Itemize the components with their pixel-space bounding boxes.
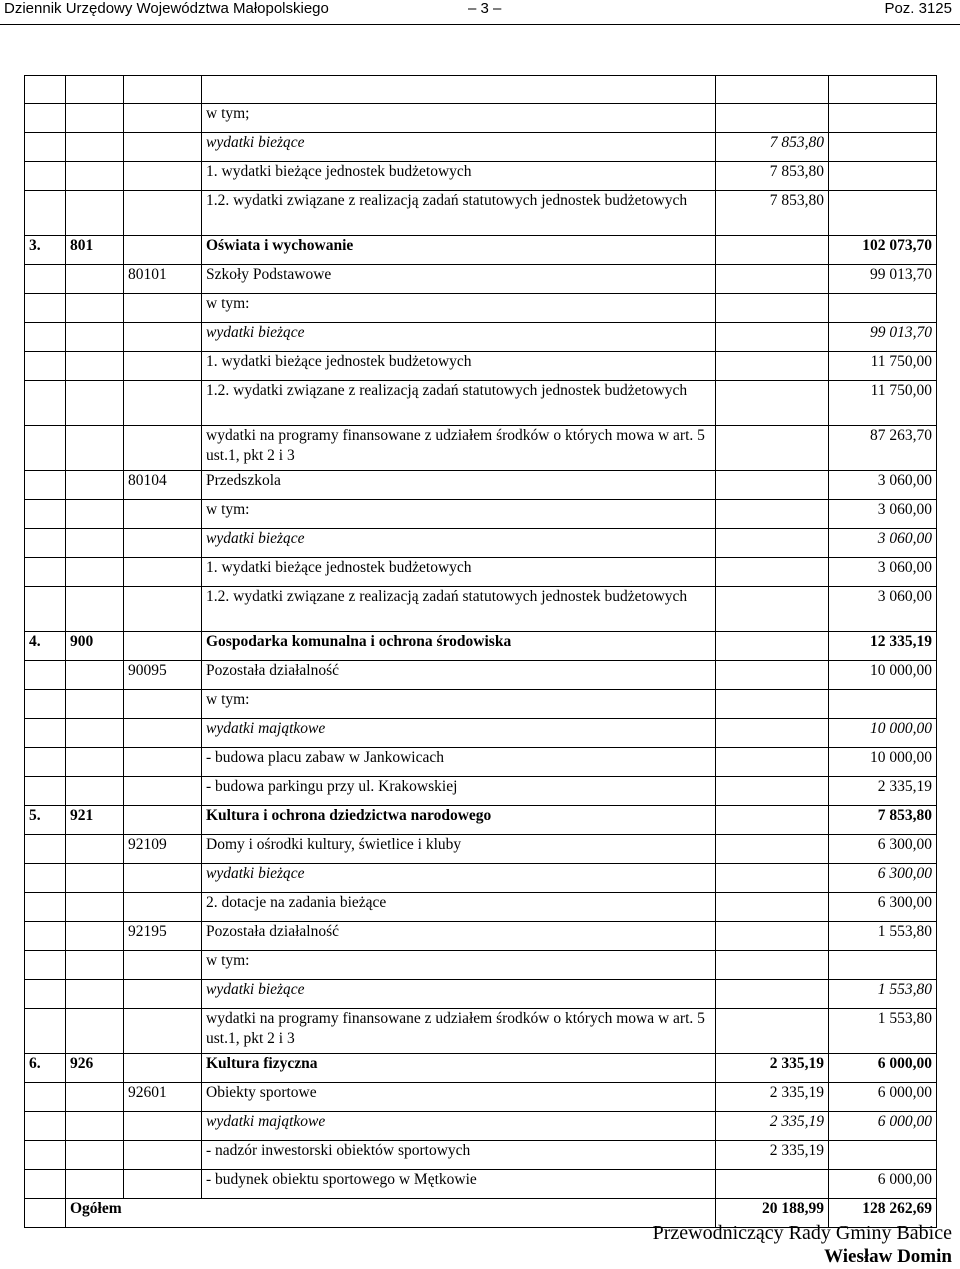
cell-dzial <box>66 471 124 500</box>
cell-dzial <box>66 748 124 777</box>
cell-dzial <box>66 529 124 558</box>
cell-description: w tym: <box>202 500 716 529</box>
cell-rozdzial <box>124 690 202 719</box>
cell-value-1 <box>716 265 829 294</box>
cell-lp <box>25 922 66 951</box>
signature-role: Przewodniczący Rady Gminy Babice <box>652 1222 952 1244</box>
signature-name: Wiesław Domin <box>824 1246 952 1267</box>
table-row <box>25 864 937 893</box>
journal-title: Dziennik Urzędowy Województwa Małopolskiego <box>4 0 329 17</box>
cell-rozdzial <box>124 236 202 265</box>
cell-value-2: 99 013,70 <box>829 323 937 352</box>
cell-value-1 <box>716 632 829 661</box>
budget-table <box>24 75 937 1228</box>
cell-value-2: 6 000,00 <box>829 1083 937 1112</box>
cell-value-2: 2 335,19 <box>829 777 937 806</box>
table-row <box>25 1170 937 1199</box>
cell-value-2: 128 262,69 <box>829 1199 937 1228</box>
cell-lp <box>25 1141 66 1170</box>
cell-rozdzial <box>124 587 202 632</box>
table-row <box>25 133 937 162</box>
cell-description: - budowa placu zabaw w Jankowicach <box>202 748 716 777</box>
cell-dzial: 926 <box>66 1054 124 1083</box>
cell-value-1 <box>716 558 829 587</box>
cell-description: Obiekty sportowe <box>202 1083 716 1112</box>
cell-lp <box>25 587 66 632</box>
cell-rozdzial <box>124 381 202 426</box>
cell-lp <box>25 133 66 162</box>
table-row <box>25 951 937 980</box>
table-row <box>25 236 937 265</box>
cell-description: - budowa parkingu przy ul. Krakowskiej <box>202 777 716 806</box>
cell-lp <box>25 719 66 748</box>
cell-description: Domy i ośrodki kultury, świetlice i kluby <box>202 835 716 864</box>
cell-rozdzial <box>124 1141 202 1170</box>
cell-lp <box>25 1199 66 1228</box>
cell-description: Gospodarka komunalna i ochrona środowiska <box>202 632 716 661</box>
cell-lp <box>25 893 66 922</box>
cell-dzial <box>66 381 124 426</box>
cell-value-2: 7 853,80 <box>829 806 937 835</box>
cell-value-1: 2 335,19 <box>716 1083 829 1112</box>
cell-value-2: 3 060,00 <box>829 500 937 529</box>
cell-dzial <box>66 1083 124 1112</box>
cell-value-2 <box>829 951 937 980</box>
cell-value-2 <box>829 162 937 191</box>
cell-value-1 <box>716 352 829 381</box>
table-row <box>25 426 937 471</box>
cell-value-2: 87 263,70 <box>829 426 937 471</box>
cell-description: 1.2. wydatki związane z realizacją zadań statutowych jednostek budżetowych <box>202 587 716 632</box>
cell-rozdzial <box>124 529 202 558</box>
cell-value-1 <box>716 500 829 529</box>
cell-value-2: 6 300,00 <box>829 864 937 893</box>
table-row <box>25 529 937 558</box>
cell-rozdzial <box>124 1112 202 1141</box>
cell-value-1: 2 335,19 <box>716 1141 829 1170</box>
page-number: – 3 – <box>468 0 502 17</box>
cell-lp <box>25 777 66 806</box>
cell-lp <box>25 191 66 236</box>
cell-value-2: 6 000,00 <box>829 1112 937 1141</box>
cell-value-1 <box>716 777 829 806</box>
cell-value-1 <box>716 587 829 632</box>
cell-value-1 <box>716 661 829 690</box>
cell-dzial <box>66 500 124 529</box>
cell-lp <box>25 500 66 529</box>
cell-rozdzial <box>124 500 202 529</box>
cell-rozdzial <box>124 806 202 835</box>
cell-value-2: 102 073,70 <box>829 236 937 265</box>
cell-dzial: 801 <box>66 236 124 265</box>
cell-lp <box>25 661 66 690</box>
cell-lp <box>25 323 66 352</box>
cell-description: 1.2. wydatki związane z realizacją zadań statutowych jednostek budżetowych <box>202 191 716 236</box>
cell-dzial <box>66 1141 124 1170</box>
cell-rozdzial <box>124 104 202 133</box>
cell-value-2: 1 553,80 <box>829 980 937 1009</box>
table-row <box>25 980 937 1009</box>
cell-lp: 3. <box>25 236 66 265</box>
cell-description: wydatki majątkowe <box>202 719 716 748</box>
cell-rozdzial <box>124 191 202 236</box>
cell-dzial <box>66 191 124 236</box>
cell-description: wydatki na programy finansowane z udziałem środków o których mowa w art. 5 ust.1, pkt 2 i 3 <box>202 426 716 471</box>
cell-rozdzial: 92109 <box>124 835 202 864</box>
cell-lp <box>25 76 66 104</box>
table-row <box>25 690 937 719</box>
cell-dzial <box>66 661 124 690</box>
cell-value-2: 3 060,00 <box>829 587 937 632</box>
cell-dzial <box>66 352 124 381</box>
cell-lp: 4. <box>25 632 66 661</box>
cell-rozdzial <box>124 133 202 162</box>
cell-rozdzial <box>124 893 202 922</box>
cell-lp <box>25 352 66 381</box>
cell-dzial <box>66 864 124 893</box>
cell-value-1 <box>716 1009 829 1054</box>
cell-value-1: 7 853,80 <box>716 133 829 162</box>
table-row <box>25 1054 937 1083</box>
cell-value-2: 11 750,00 <box>829 381 937 426</box>
table-row <box>25 265 937 294</box>
table-row <box>25 500 937 529</box>
cell-dzial <box>66 951 124 980</box>
cell-description <box>202 76 716 104</box>
cell-description: Oświata i wychowanie <box>202 236 716 265</box>
cell-value-2 <box>829 76 937 104</box>
cell-description: wydatki bieżące <box>202 980 716 1009</box>
table-row <box>25 587 937 632</box>
cell-value-1 <box>716 922 829 951</box>
cell-description: wydatki na programy finansowane z udziałem środków o których mowa w art. 5 ust.1, pkt 2 i 3 <box>202 1009 716 1054</box>
cell-rozdzial: 92601 <box>124 1083 202 1112</box>
cell-description: wydatki majątkowe <box>202 1112 716 1141</box>
table-row <box>25 632 937 661</box>
cell-dzial <box>66 323 124 352</box>
cell-dzial <box>66 1112 124 1141</box>
cell-description: wydatki bieżące <box>202 323 716 352</box>
cell-value-2: 12 335,19 <box>829 632 937 661</box>
cell-description: 1. wydatki bieżące jednostek budżetowych <box>202 558 716 587</box>
table-row <box>25 191 937 236</box>
cell-lp <box>25 1170 66 1199</box>
cell-description: Pozostała działalność <box>202 661 716 690</box>
cell-value-2: 99 013,70 <box>829 265 937 294</box>
cell-lp <box>25 980 66 1009</box>
cell-value-1 <box>716 748 829 777</box>
cell-value-1: 2 335,19 <box>716 1112 829 1141</box>
cell-value-1 <box>716 893 829 922</box>
cell-rozdzial: 80104 <box>124 471 202 500</box>
cell-dzial <box>66 922 124 951</box>
cell-dzial <box>66 265 124 294</box>
cell-value-1 <box>716 835 829 864</box>
cell-rozdzial <box>124 352 202 381</box>
cell-value-1 <box>716 1170 829 1199</box>
cell-dzial <box>66 426 124 471</box>
cell-dzial <box>66 76 124 104</box>
cell-rozdzial <box>124 76 202 104</box>
cell-lp <box>25 104 66 133</box>
cell-rozdzial <box>124 162 202 191</box>
cell-rozdzial <box>124 777 202 806</box>
cell-value-2: 10 000,00 <box>829 748 937 777</box>
cell-lp: 5. <box>25 806 66 835</box>
cell-lp <box>25 951 66 980</box>
cell-dzial <box>66 1170 124 1199</box>
cell-value-2: 10 000,00 <box>829 719 937 748</box>
cell-description: 2. dotacje na zadania bieżące <box>202 893 716 922</box>
cell-value-1 <box>716 323 829 352</box>
cell-dzial: 921 <box>66 806 124 835</box>
cell-value-1 <box>716 719 829 748</box>
table-row <box>25 922 937 951</box>
cell-description: Kultura fizyczna <box>202 1054 716 1083</box>
cell-dzial <box>66 162 124 191</box>
cell-description: - budynek obiektu sportowego w Mętkowie <box>202 1170 716 1199</box>
cell-description: - nadzór inwestorski obiektów sportowych <box>202 1141 716 1170</box>
cell-value-1: 20 188,99 <box>716 1199 829 1228</box>
table-row <box>25 1112 937 1141</box>
cell-value-2: 6 300,00 <box>829 835 937 864</box>
cell-value-2: 1 553,80 <box>829 1009 937 1054</box>
cell-description: Pozostała działalność <box>202 922 716 951</box>
cell-rozdzial <box>124 748 202 777</box>
cell-dzial <box>66 719 124 748</box>
cell-dzial <box>66 1009 124 1054</box>
cell-dzial <box>66 587 124 632</box>
cell-lp <box>25 162 66 191</box>
position-number: Poz. 3125 <box>884 0 952 17</box>
cell-rozdzial: 80101 <box>124 265 202 294</box>
cell-rozdzial <box>124 951 202 980</box>
cell-rozdzial <box>124 1009 202 1054</box>
cell-value-2 <box>829 294 937 323</box>
cell-rozdzial <box>124 426 202 471</box>
cell-description: 1. wydatki bieżące jednostek budżetowych <box>202 352 716 381</box>
table-row <box>25 1141 937 1170</box>
table-row <box>25 104 937 133</box>
cell-description: wydatki bieżące <box>202 529 716 558</box>
cell-value-2: 3 060,00 <box>829 558 937 587</box>
table-row <box>25 162 937 191</box>
cell-dzial <box>66 777 124 806</box>
cell-description: 1. wydatki bieżące jednostek budżetowych <box>202 162 716 191</box>
table-row <box>25 1009 937 1054</box>
cell-lp <box>25 1112 66 1141</box>
table-row <box>25 748 937 777</box>
cell-value-2 <box>829 690 937 719</box>
cell-lp <box>25 426 66 471</box>
table-row <box>25 294 937 323</box>
table-row <box>25 558 937 587</box>
cell-description: wydatki bieżące <box>202 864 716 893</box>
cell-value-2: 6 000,00 <box>829 1170 937 1199</box>
cell-lp <box>25 558 66 587</box>
cell-value-2: 6 000,00 <box>829 1054 937 1083</box>
table-row <box>25 719 937 748</box>
cell-value-2: 3 060,00 <box>829 471 937 500</box>
table-row <box>25 323 937 352</box>
cell-dzial <box>66 558 124 587</box>
cell-description: Szkoły Podstawowe <box>202 265 716 294</box>
cell-rozdzial: 90095 <box>124 661 202 690</box>
cell-lp <box>25 748 66 777</box>
cell-lp: 6. <box>25 1054 66 1083</box>
cell-lp <box>25 1009 66 1054</box>
cell-lp <box>25 381 66 426</box>
cell-rozdzial <box>124 323 202 352</box>
table-row <box>25 893 937 922</box>
cell-value-1 <box>716 806 829 835</box>
cell-dzial <box>66 893 124 922</box>
cell-lp <box>25 864 66 893</box>
table-row <box>25 777 937 806</box>
table-row <box>25 471 937 500</box>
cell-dzial <box>66 980 124 1009</box>
table-row <box>25 352 937 381</box>
cell-description: Kultura i ochrona dziedzictwa narodowego <box>202 806 716 835</box>
cell-value-2: 11 750,00 <box>829 352 937 381</box>
cell-dzial <box>66 835 124 864</box>
cell-value-1 <box>716 426 829 471</box>
cell-lp <box>25 529 66 558</box>
cell-value-1 <box>716 864 829 893</box>
table-row <box>25 661 937 690</box>
cell-value-1: 2 335,19 <box>716 1054 829 1083</box>
cell-value-2 <box>829 191 937 236</box>
cell-rozdzial <box>124 1170 202 1199</box>
cell-value-1 <box>716 104 829 133</box>
cell-value-1 <box>716 236 829 265</box>
table-row <box>25 835 937 864</box>
cell-value-1 <box>716 951 829 980</box>
cell-value-2: 1 553,80 <box>829 922 937 951</box>
cell-dzial <box>66 294 124 323</box>
cell-description: wydatki bieżące <box>202 133 716 162</box>
cell-lp <box>25 1083 66 1112</box>
cell-value-1 <box>716 76 829 104</box>
cell-value-1: 7 853,80 <box>716 162 829 191</box>
cell-lp <box>25 835 66 864</box>
cell-rozdzial <box>124 864 202 893</box>
cell-rozdzial <box>124 632 202 661</box>
cell-lp <box>25 690 66 719</box>
cell-value-2 <box>829 133 937 162</box>
cell-rozdzial: 92195 <box>124 922 202 951</box>
cell-description: Przedszkola <box>202 471 716 500</box>
table-row <box>25 76 937 104</box>
cell-lp <box>25 471 66 500</box>
cell-rozdzial <box>124 558 202 587</box>
cell-description: w tym; <box>202 104 716 133</box>
total-label: Ogółem <box>66 1199 716 1228</box>
cell-value-1 <box>716 294 829 323</box>
cell-rozdzial <box>124 294 202 323</box>
cell-dzial <box>66 104 124 133</box>
cell-lp <box>25 265 66 294</box>
table-row <box>25 806 937 835</box>
cell-dzial: 900 <box>66 632 124 661</box>
table-row <box>25 1083 937 1112</box>
cell-description: w tym: <box>202 951 716 980</box>
cell-description: w tym: <box>202 690 716 719</box>
table-row <box>25 381 937 426</box>
cell-lp <box>25 294 66 323</box>
cell-value-2 <box>829 1141 937 1170</box>
cell-value-1 <box>716 381 829 426</box>
cell-value-2: 10 000,00 <box>829 661 937 690</box>
cell-description: w tym: <box>202 294 716 323</box>
cell-dzial <box>66 133 124 162</box>
cell-value-2 <box>829 104 937 133</box>
cell-value-2: 3 060,00 <box>829 529 937 558</box>
cell-dzial <box>66 690 124 719</box>
cell-value-1: 7 853,80 <box>716 191 829 236</box>
cell-rozdzial <box>124 719 202 748</box>
cell-rozdzial <box>124 980 202 1009</box>
cell-rozdzial <box>124 1054 202 1083</box>
cell-value-1 <box>716 690 829 719</box>
cell-description: 1.2. wydatki związane z realizacją zadań statutowych jednostek budżetowych <box>202 381 716 426</box>
cell-value-1 <box>716 980 829 1009</box>
cell-value-2: 6 300,00 <box>829 893 937 922</box>
cell-value-1 <box>716 529 829 558</box>
page-header <box>0 0 960 25</box>
cell-value-1 <box>716 471 829 500</box>
